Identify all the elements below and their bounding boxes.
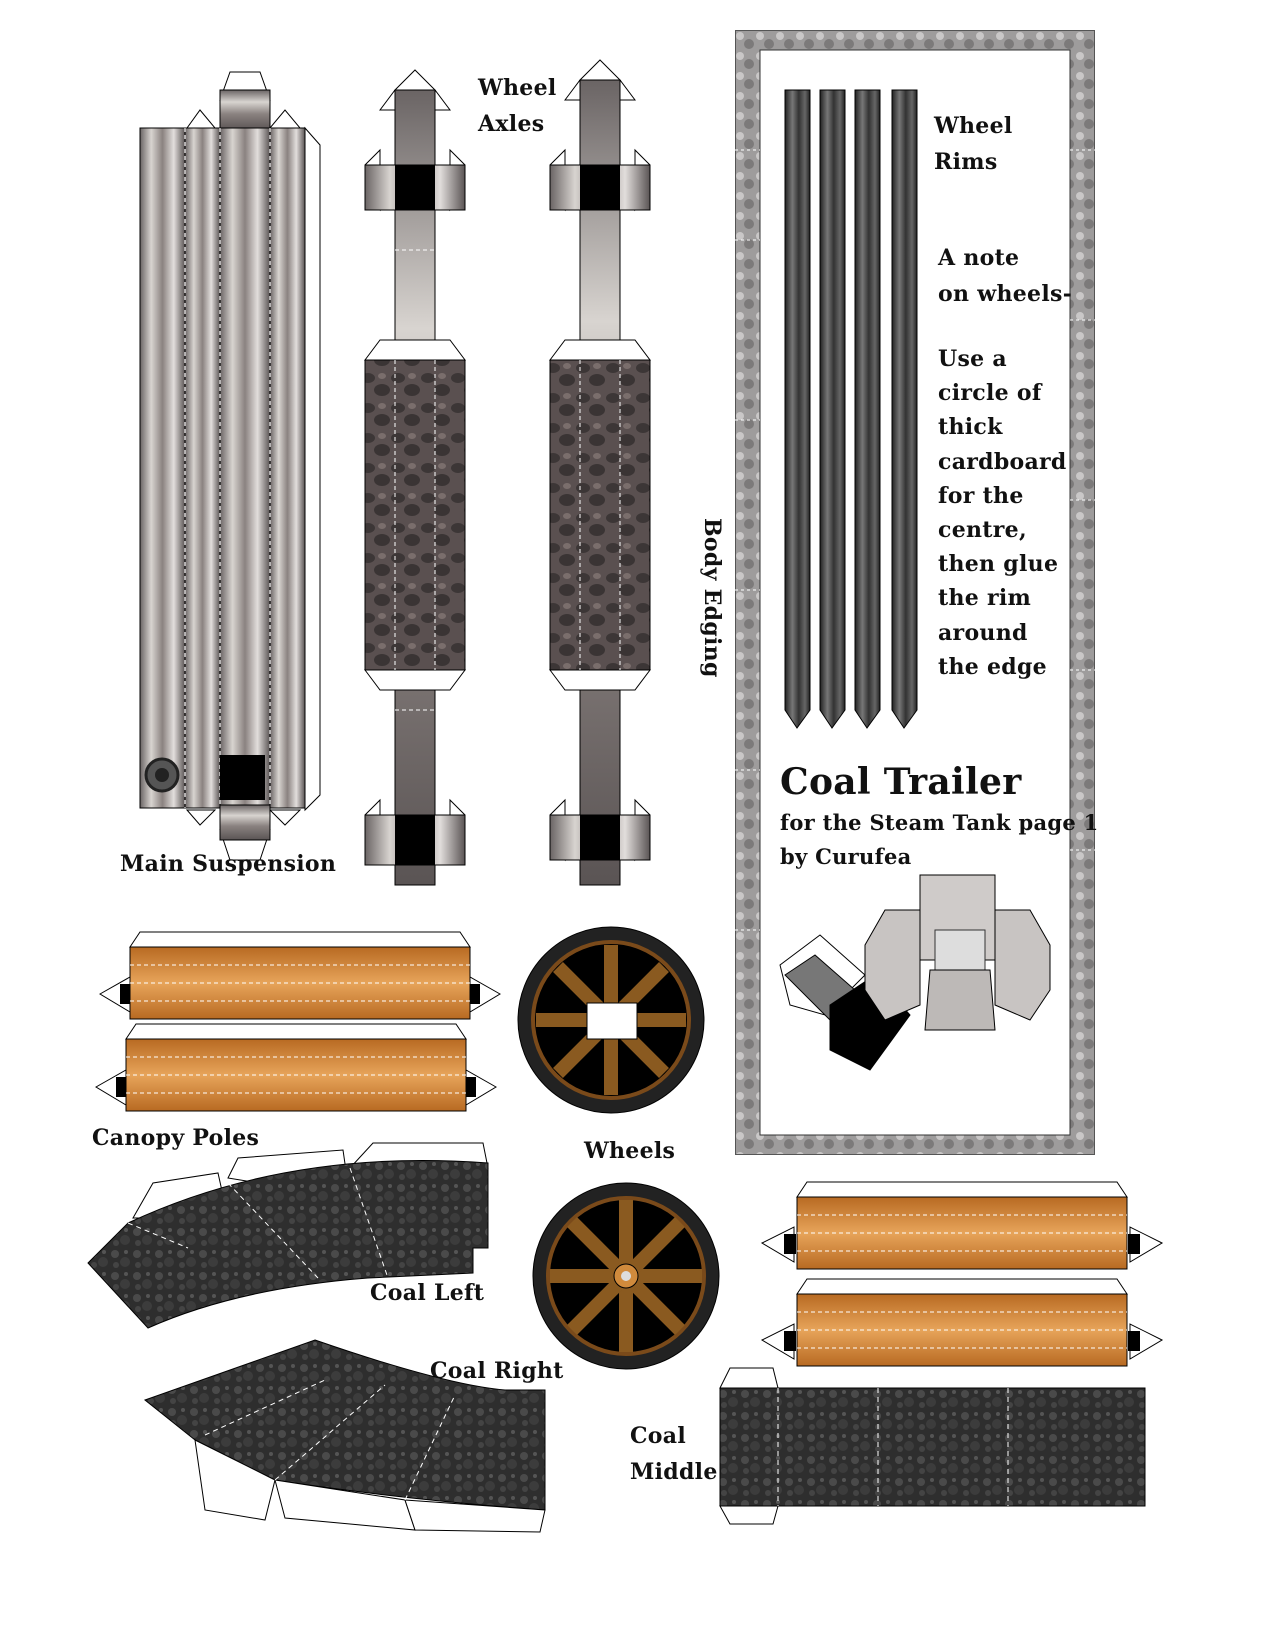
main-suspension-part	[135, 70, 335, 860]
note-line: cardboard	[938, 448, 1067, 475]
wheel-axles-label-line1: Wheel	[478, 75, 557, 101]
canopy-poles-label: Canopy Poles	[92, 1125, 260, 1151]
coal-middle-label-line1: Coal	[630, 1423, 686, 1449]
coal-left-label: Coal Left	[370, 1280, 485, 1306]
canopy-pole-right-top	[762, 1180, 1162, 1272]
wheel-rims-label	[934, 108, 1013, 180]
note-heading-line1: A note	[938, 245, 1020, 271]
note-line: around	[938, 619, 1028, 646]
coal-middle-label-line2: Middle	[630, 1459, 718, 1485]
wheel-axles-label-line2: Axles	[478, 111, 545, 137]
canopy-pole-bottom	[96, 1022, 496, 1114]
wheel-rims-label-line1: Wheel	[934, 113, 1013, 139]
sheet-subtitle	[780, 806, 1099, 874]
canopy-pole-top	[100, 932, 500, 1022]
wheel-back	[530, 1180, 722, 1372]
subtitle-line2: by Curufea	[780, 844, 912, 869]
main-suspension-label: Main Suspension	[120, 851, 337, 877]
subtitle-line1: for the Steam Tank page 1	[780, 810, 1099, 835]
note-heading-line2: on wheels-	[938, 281, 1073, 307]
wheels-note-heading	[938, 240, 1072, 312]
wheels-note-body	[938, 342, 1067, 684]
note-line: Use a	[938, 346, 1007, 372]
wheel-axle-left	[360, 70, 475, 900]
note-line: thick	[938, 414, 1003, 441]
wheels-label: Wheels	[584, 1138, 676, 1164]
note-line: the edge	[938, 653, 1047, 680]
sheet-title: Coal Trailer	[780, 761, 1022, 803]
coal-middle-part	[718, 1366, 1148, 1526]
coal-middle-label	[630, 1418, 718, 1490]
canopy-pole-right-bottom	[762, 1277, 1162, 1369]
note-line: for the	[938, 482, 1024, 509]
wheel-axle-right	[545, 60, 660, 890]
wheel-rims-label-line2: Rims	[934, 149, 998, 175]
note-line: circle of	[938, 380, 1042, 407]
note-line: then glue	[938, 551, 1059, 578]
body-edging-label: Body Edging	[699, 518, 725, 678]
note-line: the rim	[938, 585, 1032, 612]
wheel-axles-label	[478, 70, 557, 142]
note-line: centre,	[938, 517, 1027, 544]
wheel-front	[515, 925, 707, 1115]
coal-right-part	[145, 1340, 550, 1535]
coal-right-label: Coal Right	[430, 1358, 564, 1384]
